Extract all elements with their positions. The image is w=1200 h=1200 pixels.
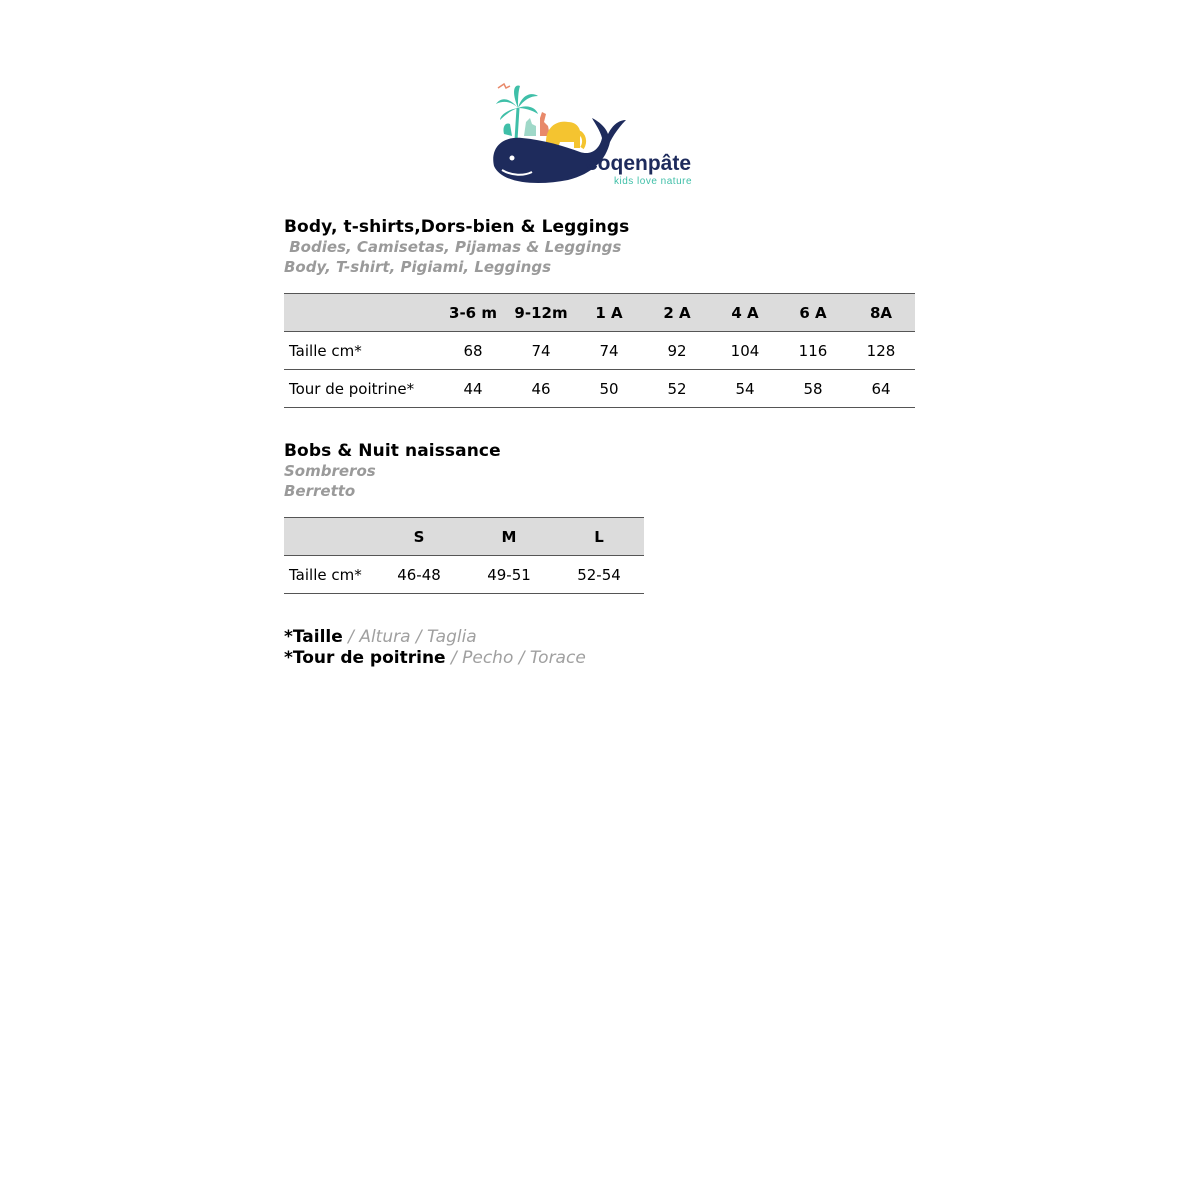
table-row [284,370,915,408]
size-section-hats [284,441,644,594]
header-cell: 1 A [575,294,643,332]
table-cell: 92 [643,332,711,370]
header-cell [284,294,439,332]
header-cell: M [464,518,554,556]
section-subtitle-it: Berretto [284,482,356,500]
size-table-hats [284,517,644,594]
size-section-body [284,217,915,408]
footnote-translation: / Pecho / Torace [445,648,586,668]
table-cell: 68 [439,332,507,370]
table-cell: 128 [847,332,915,370]
svg-text:kids love nature: kids love nature [614,176,693,187]
header-cell [284,518,374,556]
section-subtitle-es: Bodies, Camisetas, Pijamas & Leggings [284,238,622,256]
header-cell: 3-6 m [439,294,507,332]
row-label: Tour de poitrine* [284,370,439,408]
table-cell: 52-54 [554,556,644,594]
footnote-key: *Taille [284,627,343,647]
table-cell: 104 [711,332,779,370]
footnote-key: *Tour de poitrine [284,648,446,668]
row-label: Taille cm* [284,556,374,594]
footnote-taille [284,627,586,648]
svg-text:coqenpâte: coqenpâte [586,152,692,175]
table-header-row [284,294,915,332]
table-cell: 54 [711,370,779,408]
header-cell: 9-12m [507,294,575,332]
table-cell: 44 [439,370,507,408]
section-title: Bobs & Nuit naissance [284,441,501,461]
footnote-translation: / Altura / Taglia [342,627,477,647]
row-label: Taille cm* [284,332,439,370]
brand-logo [488,78,718,190]
footnotes [284,627,586,669]
table-cell: 64 [847,370,915,408]
whale-logo-icon [488,78,718,190]
header-cell: L [554,518,644,556]
section-subtitle-it: Body, T-shirt, Pigiami, Leggings [284,258,552,276]
header-cell: 4 A [711,294,779,332]
table-cell: 74 [507,332,575,370]
table-cell: 116 [779,332,847,370]
footnote-poitrine [284,648,586,669]
header-cell: 8A [847,294,915,332]
size-table-body [284,293,915,408]
table-cell: 50 [575,370,643,408]
header-cell: S [374,518,464,556]
table-row [284,556,644,594]
table-cell: 49-51 [464,556,554,594]
section-subtitle-es: Sombreros [284,462,376,480]
table-cell: 46 [507,370,575,408]
header-cell: 2 A [643,294,711,332]
table-cell: 46-48 [374,556,464,594]
table-cell: 58 [779,370,847,408]
table-header-row [284,518,644,556]
header-cell: 6 A [779,294,847,332]
section-title: Body, t-shirts,Dors-bien & Leggings [284,217,630,237]
table-row [284,332,915,370]
table-cell: 74 [575,332,643,370]
table-cell: 52 [643,370,711,408]
